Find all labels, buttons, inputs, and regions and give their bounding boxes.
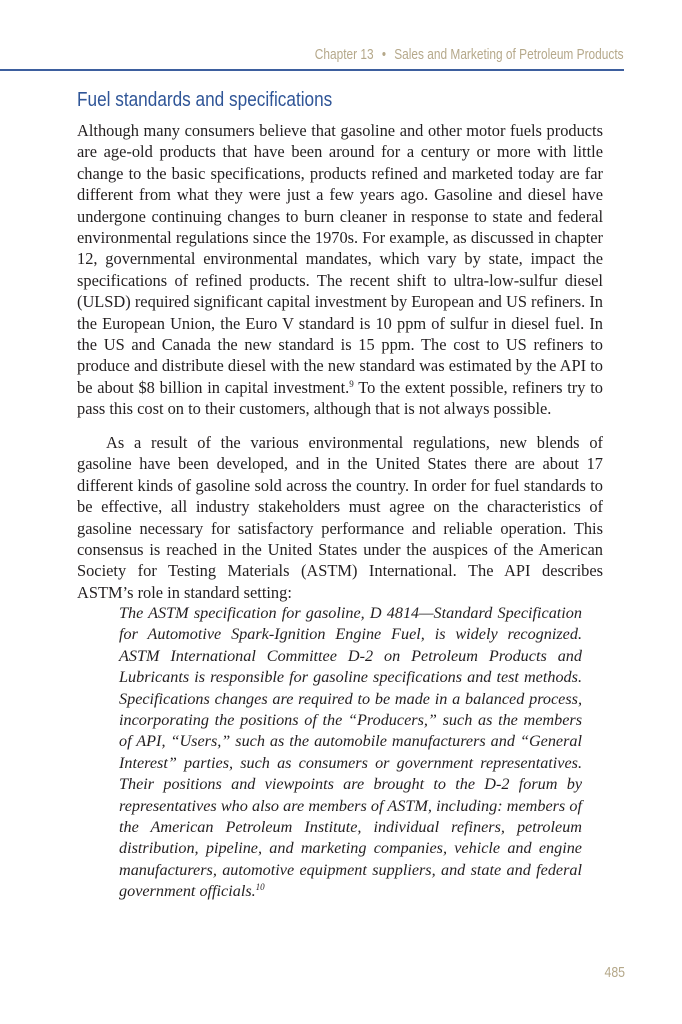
- header-rule: [0, 69, 624, 71]
- body-paragraph-1: [77, 120, 603, 420]
- block-quote: [119, 603, 582, 903]
- chapter-title: Sales and Marketing of Petroleum Products: [394, 47, 624, 63]
- paragraph-text-continued: To the extent possible, refiners try to pass this cost on to their customers, although that is not always possible.: [77, 377, 603, 419]
- body-paragraph-2: As a result of the various environmental regulations, new blends of gasoline have been developed, and in the United States there are about 17 different kinds of gasoline sold across the country. In order for fuel standards to be effective, all industry stakeholders must agree on the characteristics of gasoline necessary for satisfactory performance and reliable operation. This consensus is reached in the United States under the auspices of the American Society for Testing Materials (ASTM) International. The API describes ASTM’s role in standard setting:: [77, 433, 603, 602]
- page-number: 485: [604, 964, 625, 981]
- footnote-ref-10[interactable]: 10: [255, 882, 265, 893]
- quote-text: The ASTM specification for gasoline, D 4814—Standard Specification for Automotive Spark-Ignition Engine Fuel, is widely recognized. ASTM International Committee D-2 on Petroleum Products and Lubricants is responsible for gasoline specifications and test methods. Specifications changes are required to be made in a balanced process, incorporating the positions of the “Producers,” such as the members of API, “Users,” such as the automobile manufacturers and “General Interest” parties, such as consumers or government representatives. Their positions and viewpoints are brought to the D-2 forum by representatives who also are members of ASTM, including: members of the American Petroleum Institute, individual refiners, petroleum distribution, pipeline, and marketing companies, vehicle and engine manufacturers, automotive equipment suppliers, and state and federal government officials.: [119, 604, 582, 901]
- bullet-separator: •: [382, 47, 387, 63]
- footnote-ref-9[interactable]: 9: [349, 378, 354, 389]
- chapter-number: Chapter 13: [315, 47, 375, 63]
- paragraph-text: Although many consumers believe that gasoline and other motor fuels products are age-old products that have been around for a century or more with little change to the basic specifications, products refined and marketed today are far different from what they were just a few years ago. Gasoline and diesel have undergone continuing changes to burn cleaner in response to state and federal environmental regulations since the 1970s. For example, as discussed in chapter 12, governmental environmental mandates, which vary by state, impact the specifications of refined products. The recent shift to ultra-low-sulfur diesel (ULSD) required significant capital investment by European and US refiners. In the European Union, the Euro V standard is 10 ppm of sulfur in diesel fuel. In the US and Canada the new standard is 15 ppm. The cost to US refiners to produce and distribute diesel with the new standard was estimated by the API to be about $8 billion in capital investment.: [77, 121, 603, 397]
- section-title: Fuel standards and specifications: [77, 89, 333, 111]
- running-head: [315, 47, 624, 63]
